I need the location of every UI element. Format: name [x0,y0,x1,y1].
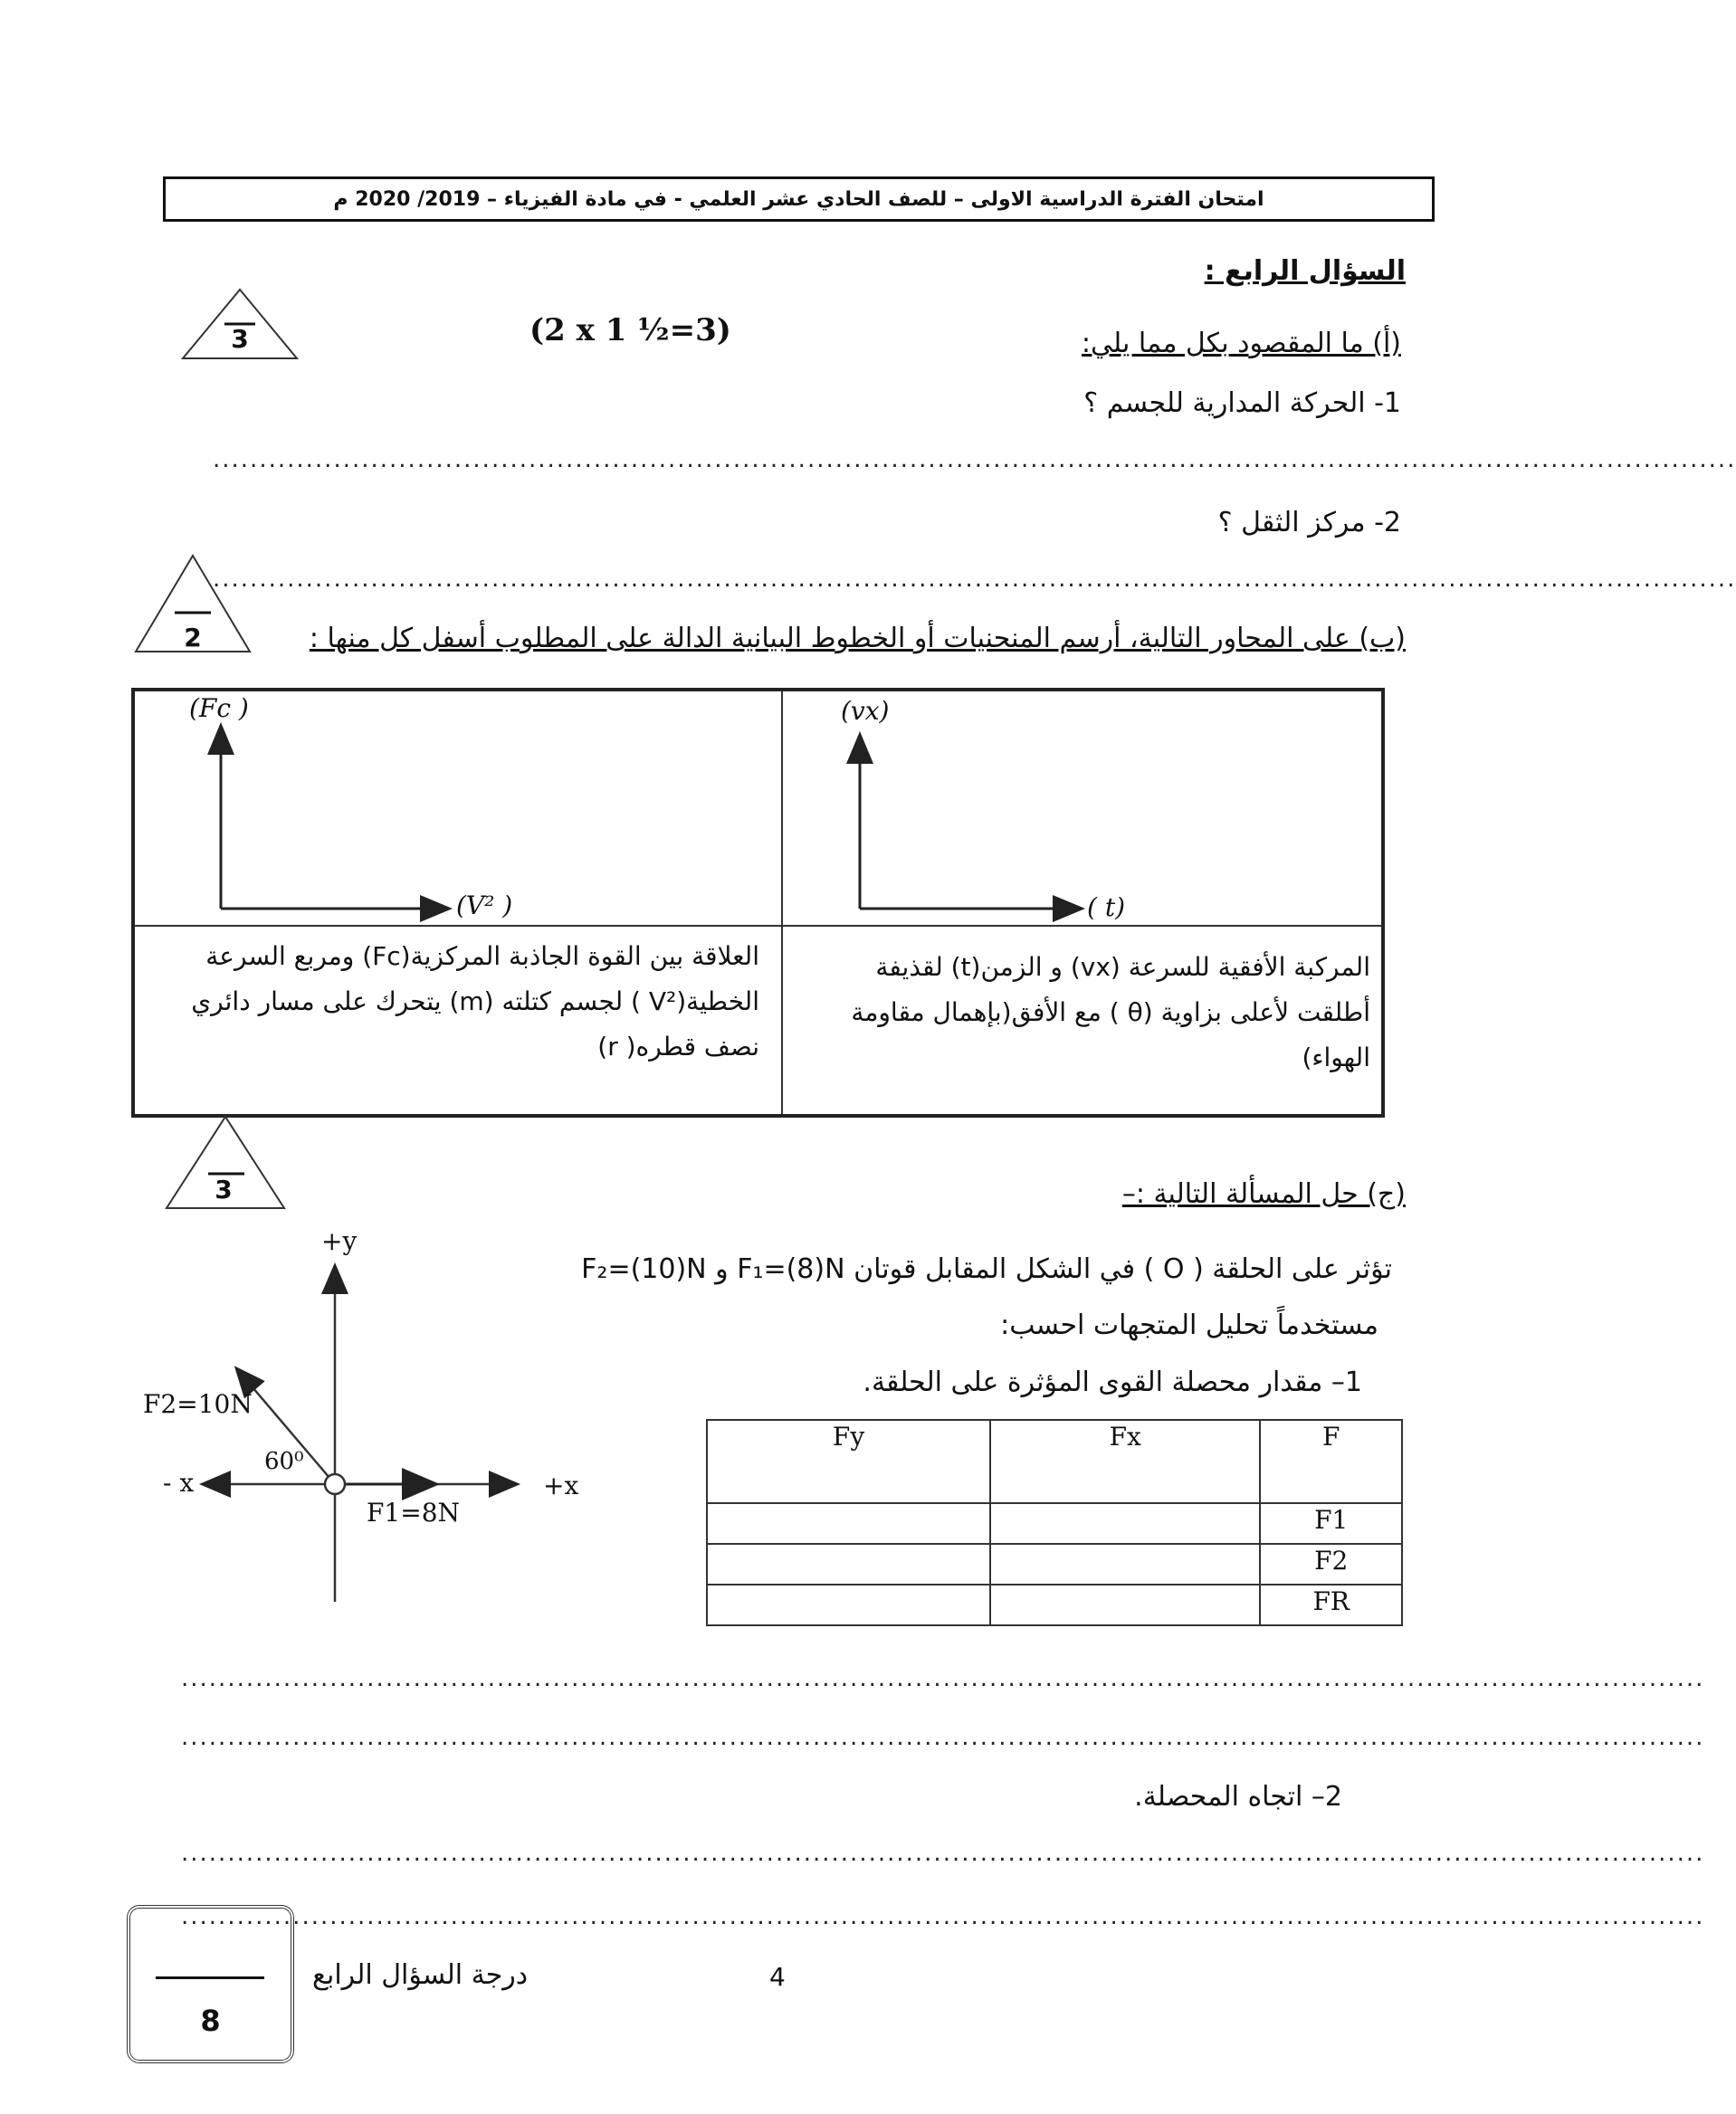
question-title: السؤال الرابع : [1204,255,1406,287]
forces-table [706,1419,1403,1626]
table-cell [707,1503,990,1544]
graph-left-x-label: (V² ) [456,890,513,920]
part-a-item-1: 1- الحركة المدارية للجسم ؟ [1083,387,1401,419]
part-b-title: (ب) على المحاور التالية، أرسم المنحنيات أو الخطوط البيانية الدالة على المطلوب أسفل كل منها : [309,623,1406,654]
graph-right-y-label: (vx) [841,696,890,726]
score-line [156,1976,264,1979]
table-cell [990,1544,1260,1585]
part-a-title: (أ) ما المقصود بكل مما يلي: [1081,328,1401,359]
total-score: 8 [200,2004,221,2038]
part-c-q1: 1– مقدار محصلة القوى المؤثرة على الحلقة. [863,1366,1362,1398]
part-c-statement: تؤثر على الحلقة ( O ) في الشكل المقابل قوتان F₁=(8)N و F₂=(10)N [581,1253,1392,1285]
exam-header-box [163,176,1435,222]
part-c-title: (ج) حل المسألة التالية :– [1121,1178,1406,1210]
f2-label: F2=10N [143,1389,253,1419]
answer-line: .................................................................................................................................................................... [213,446,1736,473]
table-cell [707,1585,990,1625]
graphs-table [131,688,1385,1118]
table-header-fx: Fx [990,1420,1260,1503]
table-divider [135,925,1381,927]
graph-left-y-label: (Fc ) [189,693,249,723]
table-header-f: F [1260,1420,1402,1503]
total-score-box [127,1905,294,2063]
table-header-fy: Fy [707,1420,990,1503]
graph-right-x-label: ( t) [1087,892,1125,922]
score-b: 2 [184,623,202,652]
table-cell [990,1585,1260,1625]
answer-line: .................................................................................................................................................................... [181,1840,1705,1867]
table-row-label-f2: F2 [1260,1544,1402,1585]
graph-right-caption: المركبة الأفقية للسرعة (vx) و الزمن(t) لقذيفة أطلقت لأعلى بزاوية (θ ) مع الأفق(بإهمال مقاومة الهواء) [851,952,1370,1072]
table-row-label-fr: FR [1260,1585,1402,1625]
force-vector-diagram [136,1226,606,1624]
marks-formula-a: (2 x 1 ½=3) [529,312,731,348]
answer-line: .................................................................................................................................................................... [213,566,1736,593]
answer-line: .................................................................................................................................................................... [181,1665,1705,1692]
minus-x-label: - x [163,1468,195,1498]
exam-header-text: امتحان الفترة الدراسية الاولى – للصف الحادي عشر العلمي - في مادة الفيزياء – 2019/ 2020 م [333,188,1264,211]
table-cell [990,1503,1260,1544]
angle-label: 60⁰ [264,1448,304,1475]
page-number: 4 [769,1962,786,1992]
f1-label: F1=8N [367,1498,461,1528]
answer-line: .................................................................................................................................................................... [181,1903,1705,1930]
part-c-instruction: مستخدماً تحليل المتجهات احسب: [1000,1309,1378,1341]
part-a-item-2: 2- مركز الثقل ؟ [1217,507,1401,538]
score-c: 3 [215,1175,233,1205]
total-score-label: درجة السؤال الرابع [312,1959,529,1991]
part-c-q2: 2– اتجاه المحصلة. [1134,1781,1342,1813]
answer-line: .................................................................................................................................................................... [181,1724,1705,1751]
graph-left-caption: العلاقة بين القوة الجاذبة المركزية(Fc) ومربع السرعة الخطية(V² ) لجسم كتلته (m) يتحرك على مسار دائري نصف قطره( r) [191,941,759,1062]
table-cell [707,1544,990,1585]
plus-x-label: +x [543,1471,579,1500]
graph-vx-t [783,691,1380,925]
plus-y-label: +y [321,1226,358,1256]
table-row-label-f1: F1 [1260,1503,1402,1544]
score-a: 3 [231,324,249,354]
